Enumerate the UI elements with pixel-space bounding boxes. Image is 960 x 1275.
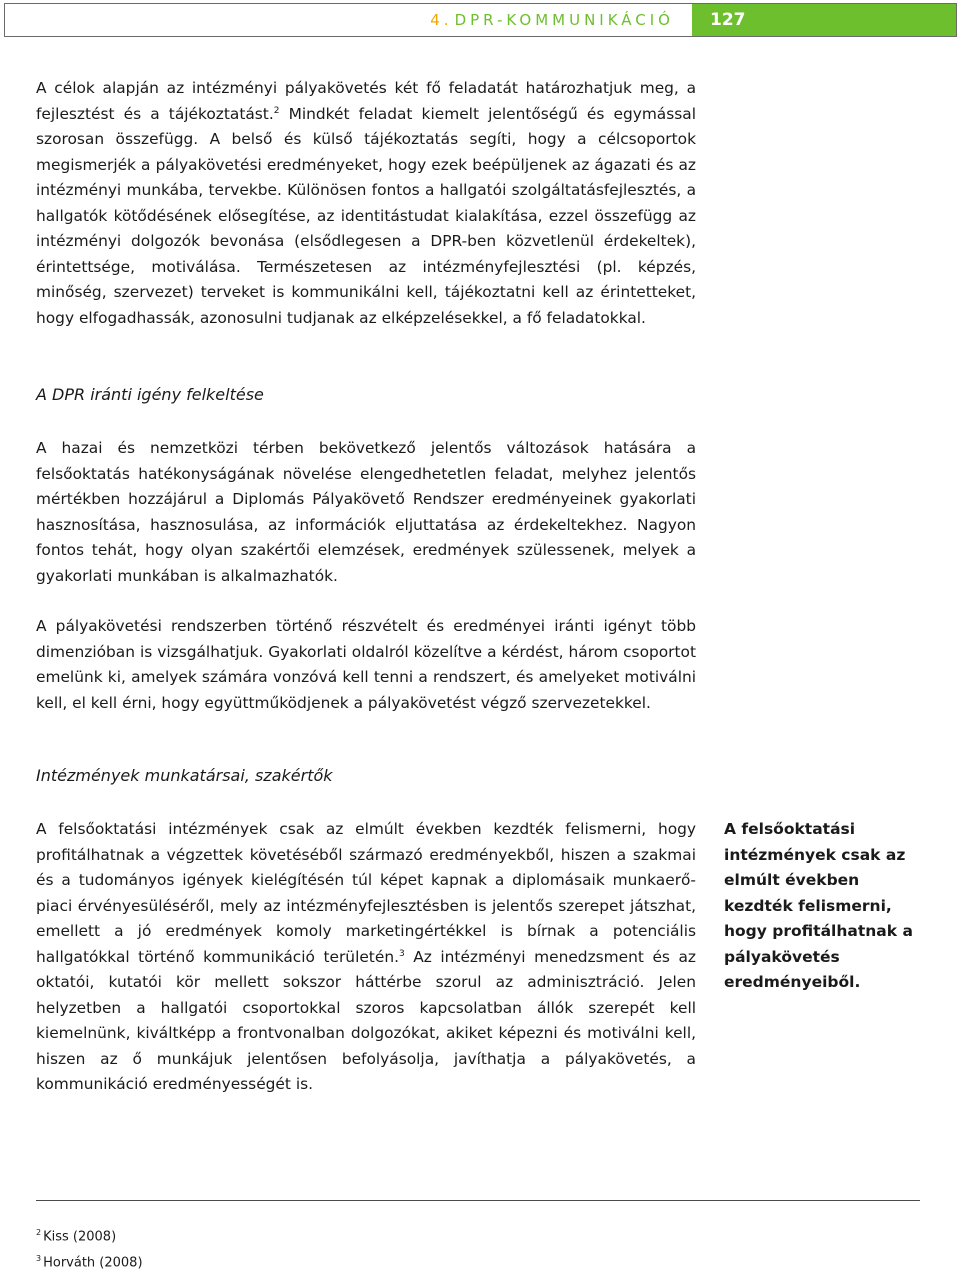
- section1-paragraph-2: A pályakövetési rendszerben történő részvételt és eredményei iránti igényt több dimenzióban is vizsgálhatjuk. Gyakorlati oldalról közelítve a kérdést, három csoportot emelünk ki, amelyek számára vonzóvá kell tenni a rendszert, és amelyeket motiválni kell, el kell érni, hogy együttműködjenek a pályakövetést végző szervezetekkel.: [36, 617, 696, 712]
- section2-paragraph: [36, 817, 696, 1098]
- section-heading-dpr-demand: A DPR iránti igény felkeltése: [36, 385, 264, 404]
- footnote-2-text: Kiss (2008): [43, 1229, 117, 1245]
- chapter-number: 4.: [430, 11, 453, 29]
- chapter-title: [5, 4, 692, 36]
- section1-paragraph-1: A hazai és nemzetközi térben bekövetkező jelentős változások hatására a felsőoktatás hatékonyságának növelése elengedhetetlen feladat, melyhez jelentős mértékben hozzájárul a Diplomás Pályakövető Rendszer eredményeinek gyakorlati hasznosítása, hasznosulása, az információk eljuttatása az érdekeltekhez. Nagyon fontos tehát, hogy olyan szakértői elemzések, eredmények szülessenek, melyek a gyakorlati munkában is alkalmazhatók.: [36, 439, 696, 585]
- sidebar-pullquote: A felsőoktatási intézmények csak az elmúlt években kezdték felismerni, hogy profitálhatnak a pályakövetés eredményeiből.: [724, 820, 913, 991]
- chapter-name: DPR-KOMMUNIKÁCIÓ: [454, 11, 674, 29]
- footnote-ref-2: 2: [273, 105, 280, 116]
- footnote-3-number: 3: [36, 1254, 42, 1263]
- page-number: 127: [692, 4, 956, 36]
- intro-text-2: Mindkét feladat kiemelt jelentőségű és egymással szorosan összefügg. A belső és külső tájékoztatás segíti, hogy a célcsoportok megismerjék a pályakövetési eredményeket, hogy ezek beépüljenek az ágazati és az intézményi munkába, tervekbe. Különösen fontos a hallgatói szolgáltatásfejlesztés, a hallgatók kötődésének elősegítése, az identitástudat kialakítása, ezzel összefügg az intézményi dolgozók bevonása (elsődlegesen a DPR-ben közvetlenül érdekeltek), érintettsége, motiválása. Természetesen az intézményfejlesztési (pl. képzés, minőség, szervezet) terveket is kommunikálni kell, tájékoztatni kell az érintetteket, hogy elfogadhassák, azonosulni tudjanak az elképzelésekkel, a fő feladatokkal.: [36, 104, 696, 327]
- section2-text-2: Az intézményi menedzsment és az oktatói, kutatói kör mellett sokszor háttérbe szorul az adminisztráció. Jelen helyzetben a hallgatói csoportokkal szoros kapcsolatban állók szerepét kell kiemelnünk, kiváltképp a frontvonalban dolgozókat, akiket képezni és motiválni kell, hiszen az ő munkájuk jelentősen befolyásolja, javíthatja a pályakövetés, a kommunikáció eredményességét is.: [36, 947, 696, 1093]
- footnote-3-text: Horváth (2008): [43, 1255, 143, 1271]
- footnote-3: [36, 1254, 143, 1270]
- section2-text-1: A felsőoktatási intézmények csak az elmúlt években kezdték felismerni, hogy profitálhatnak a végzettek követéséből származó eredményekből, hiszen a szakmai és a tudományos igények kielégítésén túl képet kapnak a diplomásaik munkaerő-piaci érvényesüléséről, mely az intézményfejlesztésben is jelentős szerepet játszhat, emellett a jó eredmények komoly marketingértékkel is bírnak a potenciális hallgatókkal történő kommunikáció területén.: [36, 820, 696, 966]
- section-heading-staff: Intézmények munkatársai, szakértők: [36, 766, 333, 785]
- footnote-divider: [36, 1200, 920, 1201]
- intro-paragraph: [36, 76, 696, 331]
- footnote-2-number: 2: [36, 1228, 42, 1237]
- intro-text-1: A célok alapján az intézményi pályakövetés két fő feladatát határozhatjuk meg, a fejlesztést és a tájékoztatást.: [36, 79, 696, 123]
- footnote-ref-3: 3: [398, 948, 405, 959]
- page-header: [4, 3, 957, 37]
- footnote-2: [36, 1228, 116, 1244]
